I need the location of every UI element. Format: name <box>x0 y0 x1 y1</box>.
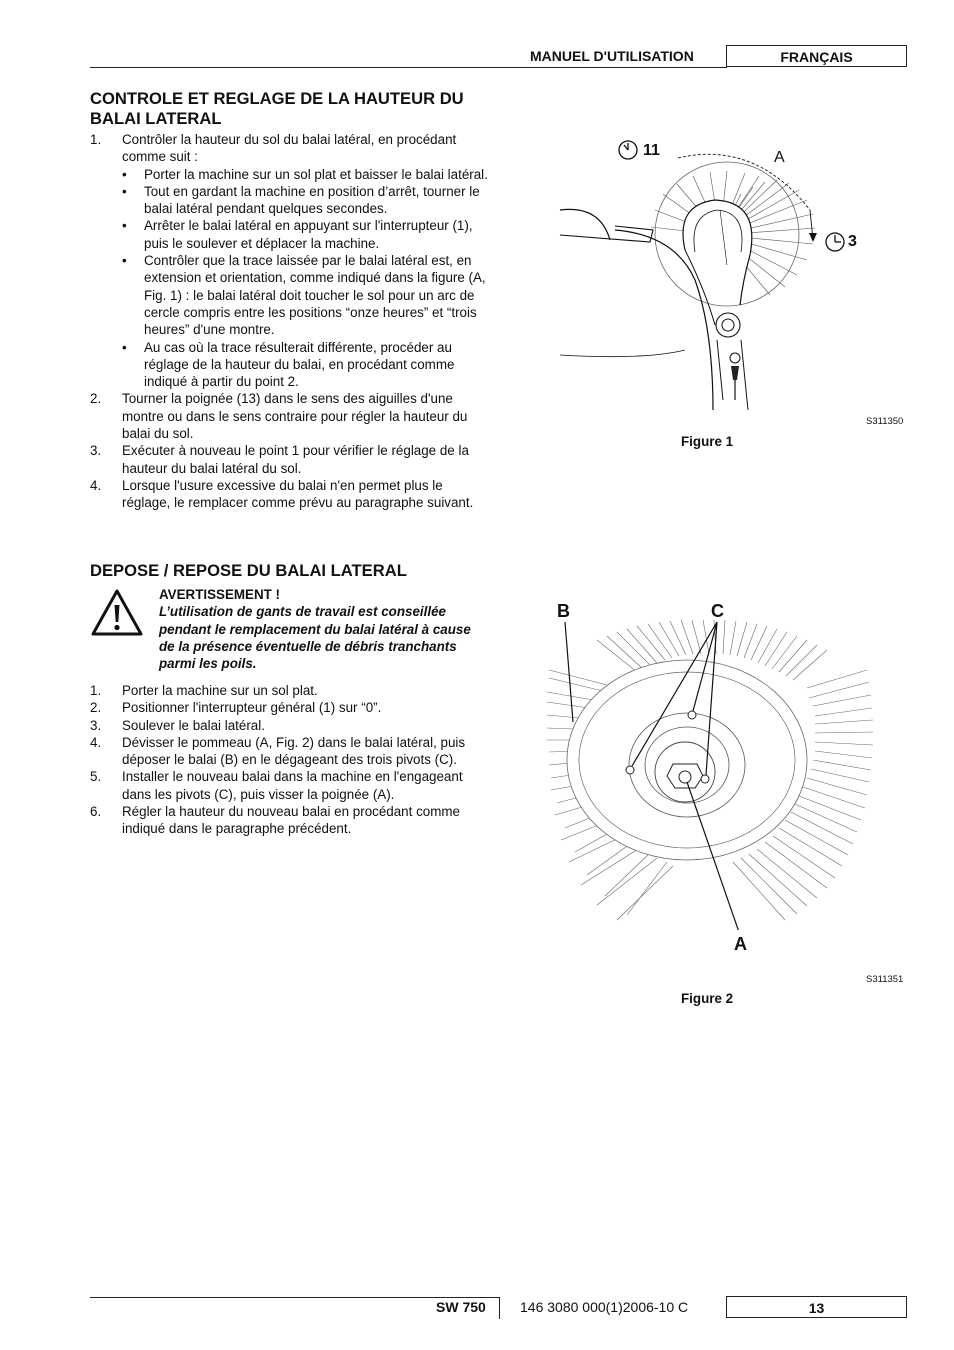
bullet-item: • Contrôler que la trace laissée par le balai latéral est, en extension et orientation, comme indiqué dans la figure (A, Fig. 1) : le balai latéral doit toucher le sol pour un arc de cercle compris entre les positions “onze heures” et “trois heures” d'une montre. <box>122 253 486 338</box>
section2-title: DEPOSE / REPOSE DU BALAI LATERAL <box>90 561 407 580</box>
figure1-label-3: 3 <box>848 233 857 250</box>
step-number: 2. <box>90 700 102 716</box>
bullet-text: Tout en gardant la machine en position d’arrêt, tourner le balai latéral pendant quelques secondes. <box>144 183 480 217</box>
list-item <box>90 734 490 769</box>
list-item <box>90 131 490 166</box>
section1-title: CONTROLE ET REGLAGE DE LA HAUTEUR DU BALAI LATERAL <box>90 89 464 128</box>
clock-icon <box>826 233 844 251</box>
figure1-label-a: A <box>774 149 785 166</box>
bullet-text: Porter la machine sur un sol plat et baisser le balai latéral. <box>144 166 488 182</box>
header-manual-title: MANUEL D'UTILISATION <box>530 48 694 64</box>
figure2-label-c: C <box>711 601 724 621</box>
figure1-label-11: 11 <box>643 142 660 159</box>
step-number: 3. <box>90 443 102 459</box>
warning-text: L’utilisation de gants de travail est conseillée pendant le remplacement du balai latéral à cause de la présence éventuelle de débris tranchants parmi les poils. <box>159 604 471 672</box>
step-text: Exécuter à nouveau le point 1 pour vérifier le réglage de la hauteur du balai latéral du sol. <box>122 443 469 476</box>
figure2-code: S311351 <box>866 974 904 985</box>
footer-divider <box>499 1297 500 1319</box>
step-text: Soulever le balai latéral. <box>122 717 265 733</box>
section-removal-title <box>90 561 490 581</box>
bullet-text: Au cas où la trace résulterait différente, procéder au réglage de la hauteur du balai, en procédant comme indiqué à partir du point 2. <box>144 339 455 390</box>
bullet-text: Contrôler que la trace laissée par le balai latéral est, en extension et orientation, comme indiqué dans la figure (A, Fig. 1) : le balai latéral doit toucher le sol pour un arc de cercle compris entre les positions “onze heures” et “trois heures” d'une montre. <box>144 253 486 338</box>
step-text: Installer le nouveau balai dans la machine en l'engageant dans les pivots (C), puis visser la poignée (A). <box>122 769 463 802</box>
figure1-drawing <box>555 130 905 415</box>
list-item <box>90 682 490 699</box>
bullet-item: • Arrêter le balai latéral en appuyant sur l'interrupteur (1), puis le soulever et déplacer la machine. <box>122 218 473 251</box>
header-language: FRANÇAIS <box>726 45 907 67</box>
step-number: 2. <box>90 391 102 407</box>
figure2-label-b: B <box>557 601 570 621</box>
list-item <box>90 699 490 716</box>
step-text: Lorsque l'usure excessive du balai n'en permet plus le réglage, le remplacer comme prévu au paragraphe suivant. <box>122 477 474 511</box>
bullet-item: • Porter la machine sur un sol plat et baisser le balai latéral. <box>122 166 488 182</box>
step-number: 1. <box>90 132 102 147</box>
figure1-code: S311350 <box>866 416 904 427</box>
bullet-item: • Au cas où la trace résulterait différente, procéder au réglage de la hauteur du balai, en procédant comme indiqué à partir du point 2. <box>122 339 455 390</box>
list-item <box>90 717 490 734</box>
removal-steps <box>90 682 490 838</box>
step-number: 6. <box>90 804 102 820</box>
step-text: Dévisser le pommeau (A, Fig. 2) dans le balai latéral, puis déposer le balai (B) en le dégageant des trois pivots (C). <box>122 734 466 768</box>
bullet-text: Arrêter le balai latéral en appuyant sur l'interrupteur (1), puis le soulever et déplacer la machine. <box>144 218 473 251</box>
step-number: 4. <box>90 477 102 493</box>
figure2-caption: Figure 2 <box>681 991 734 1006</box>
step-text: Porter la machine sur un sol plat. <box>122 683 318 698</box>
list-item <box>90 442 490 477</box>
footer-rule <box>90 1297 500 1298</box>
warning-title: AVERTISSEMENT ! <box>159 587 281 602</box>
list-item <box>90 803 490 838</box>
step-text: Contrôler la hauteur du sol du balai latéral, en procédant comme suit : <box>122 132 457 165</box>
header-rule <box>90 67 727 68</box>
figure1-caption: Figure 1 <box>681 434 734 449</box>
list-item <box>90 390 490 442</box>
step-text: Tourner la poignée (13) dans le sens des aiguilles d'une montre ou dans le sens contraire pour régler la hauteur du balai du sol. <box>122 391 468 442</box>
clock-icon <box>619 141 637 159</box>
list-item <box>90 477 490 512</box>
step-text: Régler la hauteur du nouveau balai en procédant comme indiqué dans le paragraphe précédent. <box>122 804 460 837</box>
warning-icon <box>90 588 144 638</box>
step-number: 5. <box>90 769 102 785</box>
figure2-drawing <box>537 600 882 930</box>
step-number: 4. <box>90 734 102 750</box>
section-height-adjust <box>90 89 490 512</box>
footer-model: SW 750 <box>436 1299 486 1315</box>
step-number: 3. <box>90 717 102 733</box>
bullet-item: • Tout en gardant la machine en position d’arrêt, tourner le balai latéral pendant quelques secondes. <box>122 183 480 217</box>
list-item <box>90 768 490 803</box>
step-number: 1. <box>90 683 102 698</box>
footer-page-number: 13 <box>726 1296 907 1318</box>
figure2-label-a: A <box>734 934 747 954</box>
footer-doc-ref: 146 3080 000(1)2006-10 C <box>520 1299 689 1315</box>
step-text: Positionner l'interrupteur général (1) sur “0”. <box>122 700 382 716</box>
